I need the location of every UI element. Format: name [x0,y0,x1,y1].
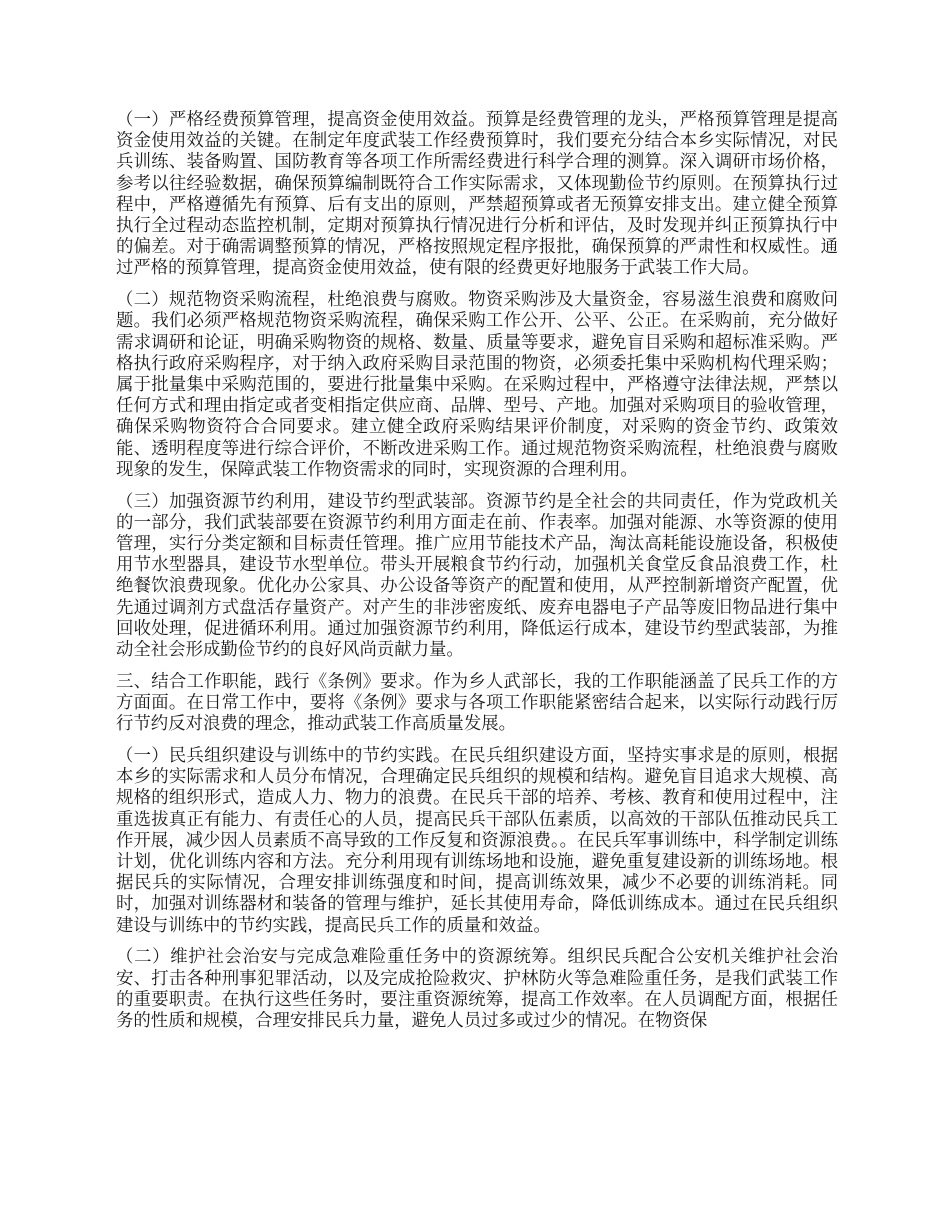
paragraph-public-security: （二）维护社会治安与完成急难险重任务中的资源统筹。组织民兵配合公安机关维护社会治安、打击各种刑事犯罪活动，以及完成抢险救灾、护林防火等急难险重任务，是我们武装工作的重要职责。在执行这些任务时，要注重资源统筹，提高工作效率。在人员调配方面，根据任务的性质和规模，合理安排民兵力量，避免人员过多或过少的情况。在物资保 [116,947,838,1032]
paragraph-procurement: （二）规范物资采购流程，杜绝浪费与腐败。物资采购涉及大量资金，容易滋生浪费和腐败问题。我们必须严格规范物资采购流程，确保采购工作公开、公平、公正。在采购前，充分做好需求调研和论证，明确采购物资的规格、数量、质量等要求，避免盲目采购和超标准采购。严格执行政府采购程序，对于纳入政府采购目录范围的物资，必须委托集中采购机构代理采购；属于批量集中采购范围的，要进行批量集中采购。在采购过程中，严格遵守法律法规，严禁以任何方式和理由指定或者变相指定供应商、品牌、型号、产地。加强对采购项目的验收管理，确保采购物资符合合同要求。建立健全政府采购结果评价制度，对采购的资金节约、政策效能、透明程度等进行综合评价，不断改进采购工作。通过规范物资采购流程，杜绝浪费与腐败现象的发生，保障武装工作物资需求的同时，实现资源的合理利用。 [116,290,838,480]
paragraph-militia-training: （一）民兵组织建设与训练中的节约实践。在民兵组织建设方面，坚持实事求是的原则，根据本乡的实际需求和人员分布情况，合理确定民兵组织的规模和结构。避免盲目追求大规模、高规格的组织形式，造成人力、物力的浪费。在民兵干部的培养、考核、教育和使用过程中，注重选拔真正有能力、有责任心的人员，提高民兵干部队伍素质，以高效的干部队伍推动民兵工作开展，减少因人员素质不高导致的工作反复和资源浪费。。在民兵军事训练中，科学制定训练计划，优化训练内容和方法。充分利用现有训练场地和设施，避免重复建设新的训练场地。根据民兵的实际情况，合理安排训练强度和时间，提高训练效果，减少不必要的训练消耗。同时，加强对训练器材和装备的管理与维护，延长其使用寿命，降低训练成本。通过在民兵组织建设与训练中的节约实践，提高民兵工作的质量和效益。 [116,746,838,936]
paragraph-resource-saving: （三）加强资源节约利用，建设节约型武装部。资源节约是全社会的共同责任，作为党政机关的一部分，我们武装部要在资源节约利用方面走在前、作表率。加强对能源、水等资源的使用管理，实行分类定额和目标责任管理。推广应用节能技术产品，淘汰高耗能设施设备，积极使用节水型器具，建设节水型单位。带头开展粮食节约行动，加强机关食堂反食品浪费工作，杜绝餐饮浪费现象。优化办公家具、办公设备等资产的配置和使用，从严控制新增资产配置，优先通过调剂方式盘活存量资产。对产生的非涉密废纸、废弃电器电子产品等废旧物品进行集中回收处理，促进循环利用。通过加强资源节约利用，降低运行成本，建设节约型武装部，为推动全社会形成勤俭节约的良好风尚贡献力量。 [116,491,838,661]
document-page [116,110,838,1043]
paragraph-section-three-heading: 三、结合工作职能，践行《条例》要求。作为乡人武部长，我的工作职能涵盖了民兵工作的方方面面。在日常工作中，要将《条例》要求与各项工作职能紧密结合起来，以实际行动践行厉行节约反对浪费的理念，推动武装工作高质量发展。 [116,671,838,735]
paragraph-budget-management: （一）严格经费预算管理，提高资金使用效益。预算是经费管理的龙头，严格预算管理是提高资金使用效益的关键。在制定年度武装工作经费预算时，我们要充分结合本乡实际情况，对民兵训练、装备购置、国防教育等各项工作所需经费进行科学合理的测算。深入调研市场价格，参考以往经验数据，确保预算编制既符合工作实际需求，又体现勤俭节约原则。在预算执行过程中，严格遵循先有预算、后有支出的原则，严禁超预算或者无预算安排支出。建立健全预算执行全过程动态监控机制，定期对预算执行情况进行分析和评估，及时发现并纠正预算执行中的偏差。对于确需调整预算的情况，严格按照规定程序报批，确保预算的严肃性和权威性。通过严格的预算管理，提高资金使用效益，使有限的经费更好地服务于武装工作大局。 [116,110,838,279]
